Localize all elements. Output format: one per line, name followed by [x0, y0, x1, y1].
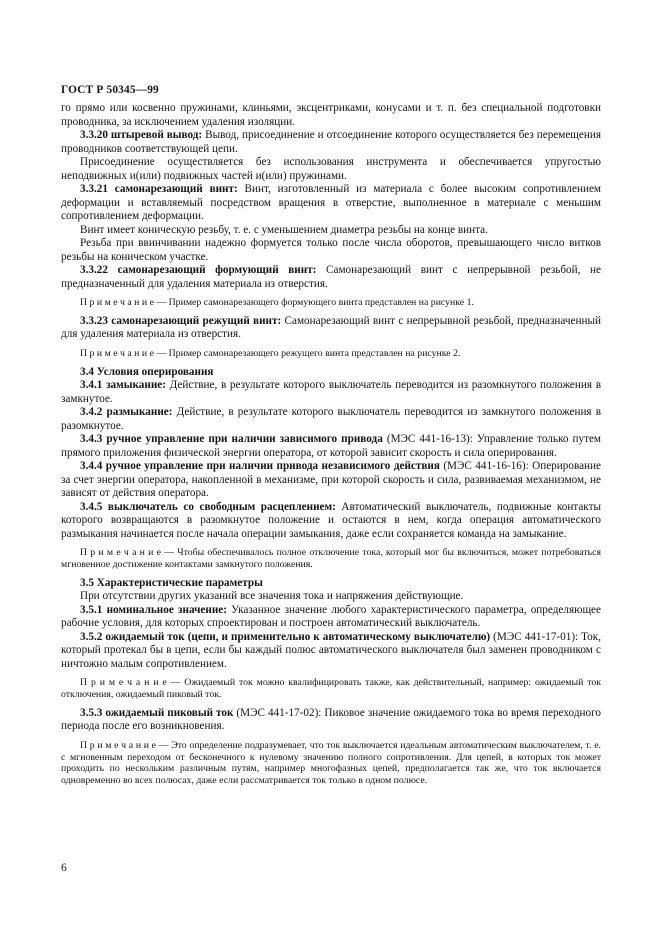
paragraph: При отсутствии других указаний все значения тока и напряжения действующие.	[80, 590, 464, 603]
document-content	[61, 84, 601, 793]
paragraph: 3.4.4 ручное управление при наличии привода независимого действия (МЭС 441-16-16): Оперирование за счет энергии оператора, накопленной в механизме, при которой скорость и сила, развиваемая механизмом, не зависят от действия оператора.	[61, 460, 601, 500]
paragraph: 3.3.21 самонарезающий винт: Винт, изготовленный из материала с более высоким сопротивлением деформации и вставляемый посредством вращения в отверстие, выполненное в материале с меньшим сопротивлением деформации.	[61, 183, 601, 222]
heading-label: 3.4 Условия оперирования	[80, 365, 214, 378]
paragraph: 3.3.23 самонарезающий режущий винт: Самонарезающий винт с непрерывной резьбой, предназначенный для удаления материала из отверстия.	[61, 314, 601, 341]
paragraph: Винт имеет коническую резьбу, т. е. с уменьшением диаметра резьбы на конце винта.	[80, 223, 488, 236]
term-label: 3.5.1 номинальное значение:	[80, 603, 227, 616]
paragraph: 3.3.22 самонарезающий формующий винт: Самонарезающий винт с непрерывной резьбой, не предназначенный для удаления материала из отверстия.	[61, 264, 601, 290]
term-label: 3.5.2 ожидаемый ток (цепи, и применительно к автоматическому выключателю)	[80, 630, 491, 643]
term-label: 3.3.20 штыревой вывод:	[80, 129, 203, 141]
note-paragraph: П р и м е ч а н и е — Пример самонарезающего режущего винта представлен на рисунке 2.	[80, 347, 461, 359]
page-number: 6	[61, 862, 67, 874]
term-label: 3.4.5 выключатель со свободным расцеплением:	[80, 500, 336, 513]
term-label: 3.4.4 ручное управление при наличии привода независимого действия	[80, 460, 440, 473]
paragraph: 3.4.2 размыкание: Действие, в результате которого выключатель переводится из замкнутого положения в разомкнутое.	[61, 406, 601, 432]
term-label: 3.3.22 самонарезающий формующий винт:	[80, 264, 317, 276]
paragraph: го прямо или косвенно пружинами, клиньями, эксцентриками, конусами и т. п. без специальной подготовки проводника, за исключением удаления изоляции.	[61, 102, 601, 128]
term-label: 3.3.21 самонарезающий винт:	[80, 183, 238, 195]
paragraph: 3.3.20 штыревой вывод: Вывод, присоединение и отсоединение которого осуществляется без перемещения проводников соответствующей цепи.	[61, 129, 601, 155]
term-label: 3.4.1 замыкание:	[80, 379, 166, 392]
term-label: 3.4.2 размыкание:	[80, 406, 173, 419]
heading-label: 3.5 Характеристические параметры	[80, 576, 263, 589]
paragraph: Резьба при ввинчивании надежно формуется только после числа оборотов, превышающего число витков резьбы на коническом участке.	[61, 237, 601, 263]
term-label: 3.5.3 ожидаемый пиковый ток	[80, 706, 234, 719]
section-heading	[61, 577, 601, 591]
note-paragraph: П р и м е ч а н и е — Пример самонарезающего формующего винта представлен на рисунке 1.	[80, 297, 474, 308]
document-header: ГОСТ Р 50345—99	[61, 84, 159, 96]
note-paragraph: П р и м е ч а н и е — Чтобы обеспечивалось полное отключение тока, который мог бы включиться, может потребоваться мгновенное достижение контактами замкнутого положения.	[61, 547, 601, 570]
paragraph: 3.5.3 ожидаемый пиковый ток (МЭС 441-17-02): Пиковое значение ожидаемого тока во время переходного периода после его возникновения.	[61, 706, 601, 733]
note-paragraph: П р и м е ч а н и е — Ожидаемый ток можно квалифицировать также, как действительный, например: ожидаемый ток отключения, ожидаемый пиковый ток.	[61, 677, 601, 700]
paragraph: 3.5.2 ожидаемый ток (цепи, и применительно к автоматическому выключателю) (МЭС 441-17-01): Ток, который протекал бы в цепи, если бы каждый полюс автоматического выключателя был заменен проводником с ничтожно малым сопротивлением.	[61, 630, 601, 670]
note-paragraph: П р и м е ч а н и е — Это определение подразумевает, что ток выключается идеальным автоматическим выключателем, т. е. с мгновенным переходом от бесконечного к нулевому значению полного сопротивления. Для цепей, в которых ток может проходить по нескольким различным путям, например многофазных цепей, предполагается так же, что ток включается одновременно во всех полюсах, даже если рассматривается ток только в одном полюсе.	[61, 739, 601, 787]
document-body	[61, 102, 601, 787]
paragraph: 3.4.3 ручное управление при наличии зависимого привода (МЭС 441-16-13): Управление только путем прямого приложения физической энергии оператора, от которой зависит скорость и сила оперирования.	[61, 433, 602, 459]
term-label: 3.4.3 ручное управление при наличии зависимого привода	[80, 433, 383, 446]
paragraph: Присоединение осуществляется без использования инструмента и обеспечивается упругостью неподвижных и(или) подвижных частей и(или) пружинами.	[61, 156, 601, 182]
paragraph: 3.4.1 замыкание: Действие, в результате которого выключатель переводится из разомкнутого положения в замкнутое.	[61, 379, 601, 405]
section-heading	[61, 366, 601, 380]
term-label: 3.3.23 самонарезающий режущий винт:	[80, 314, 282, 327]
paragraph: 3.5.1 номинальное значение: Указанное значение любого характеристического параметра, определяющее рабочие условия, для которых спроектирован и построен автоматический выключатель.	[61, 603, 601, 630]
paragraph: 3.4.5 выключатель со свободным расцеплением: Автоматический выключатель, подвижные контакты которого возвращаются в разомкнутое положение и остаются в нем, когда операция автоматического размыкания начинается после начала операции замыкания, даже если сохраняется команда на замыкание.	[61, 500, 601, 540]
